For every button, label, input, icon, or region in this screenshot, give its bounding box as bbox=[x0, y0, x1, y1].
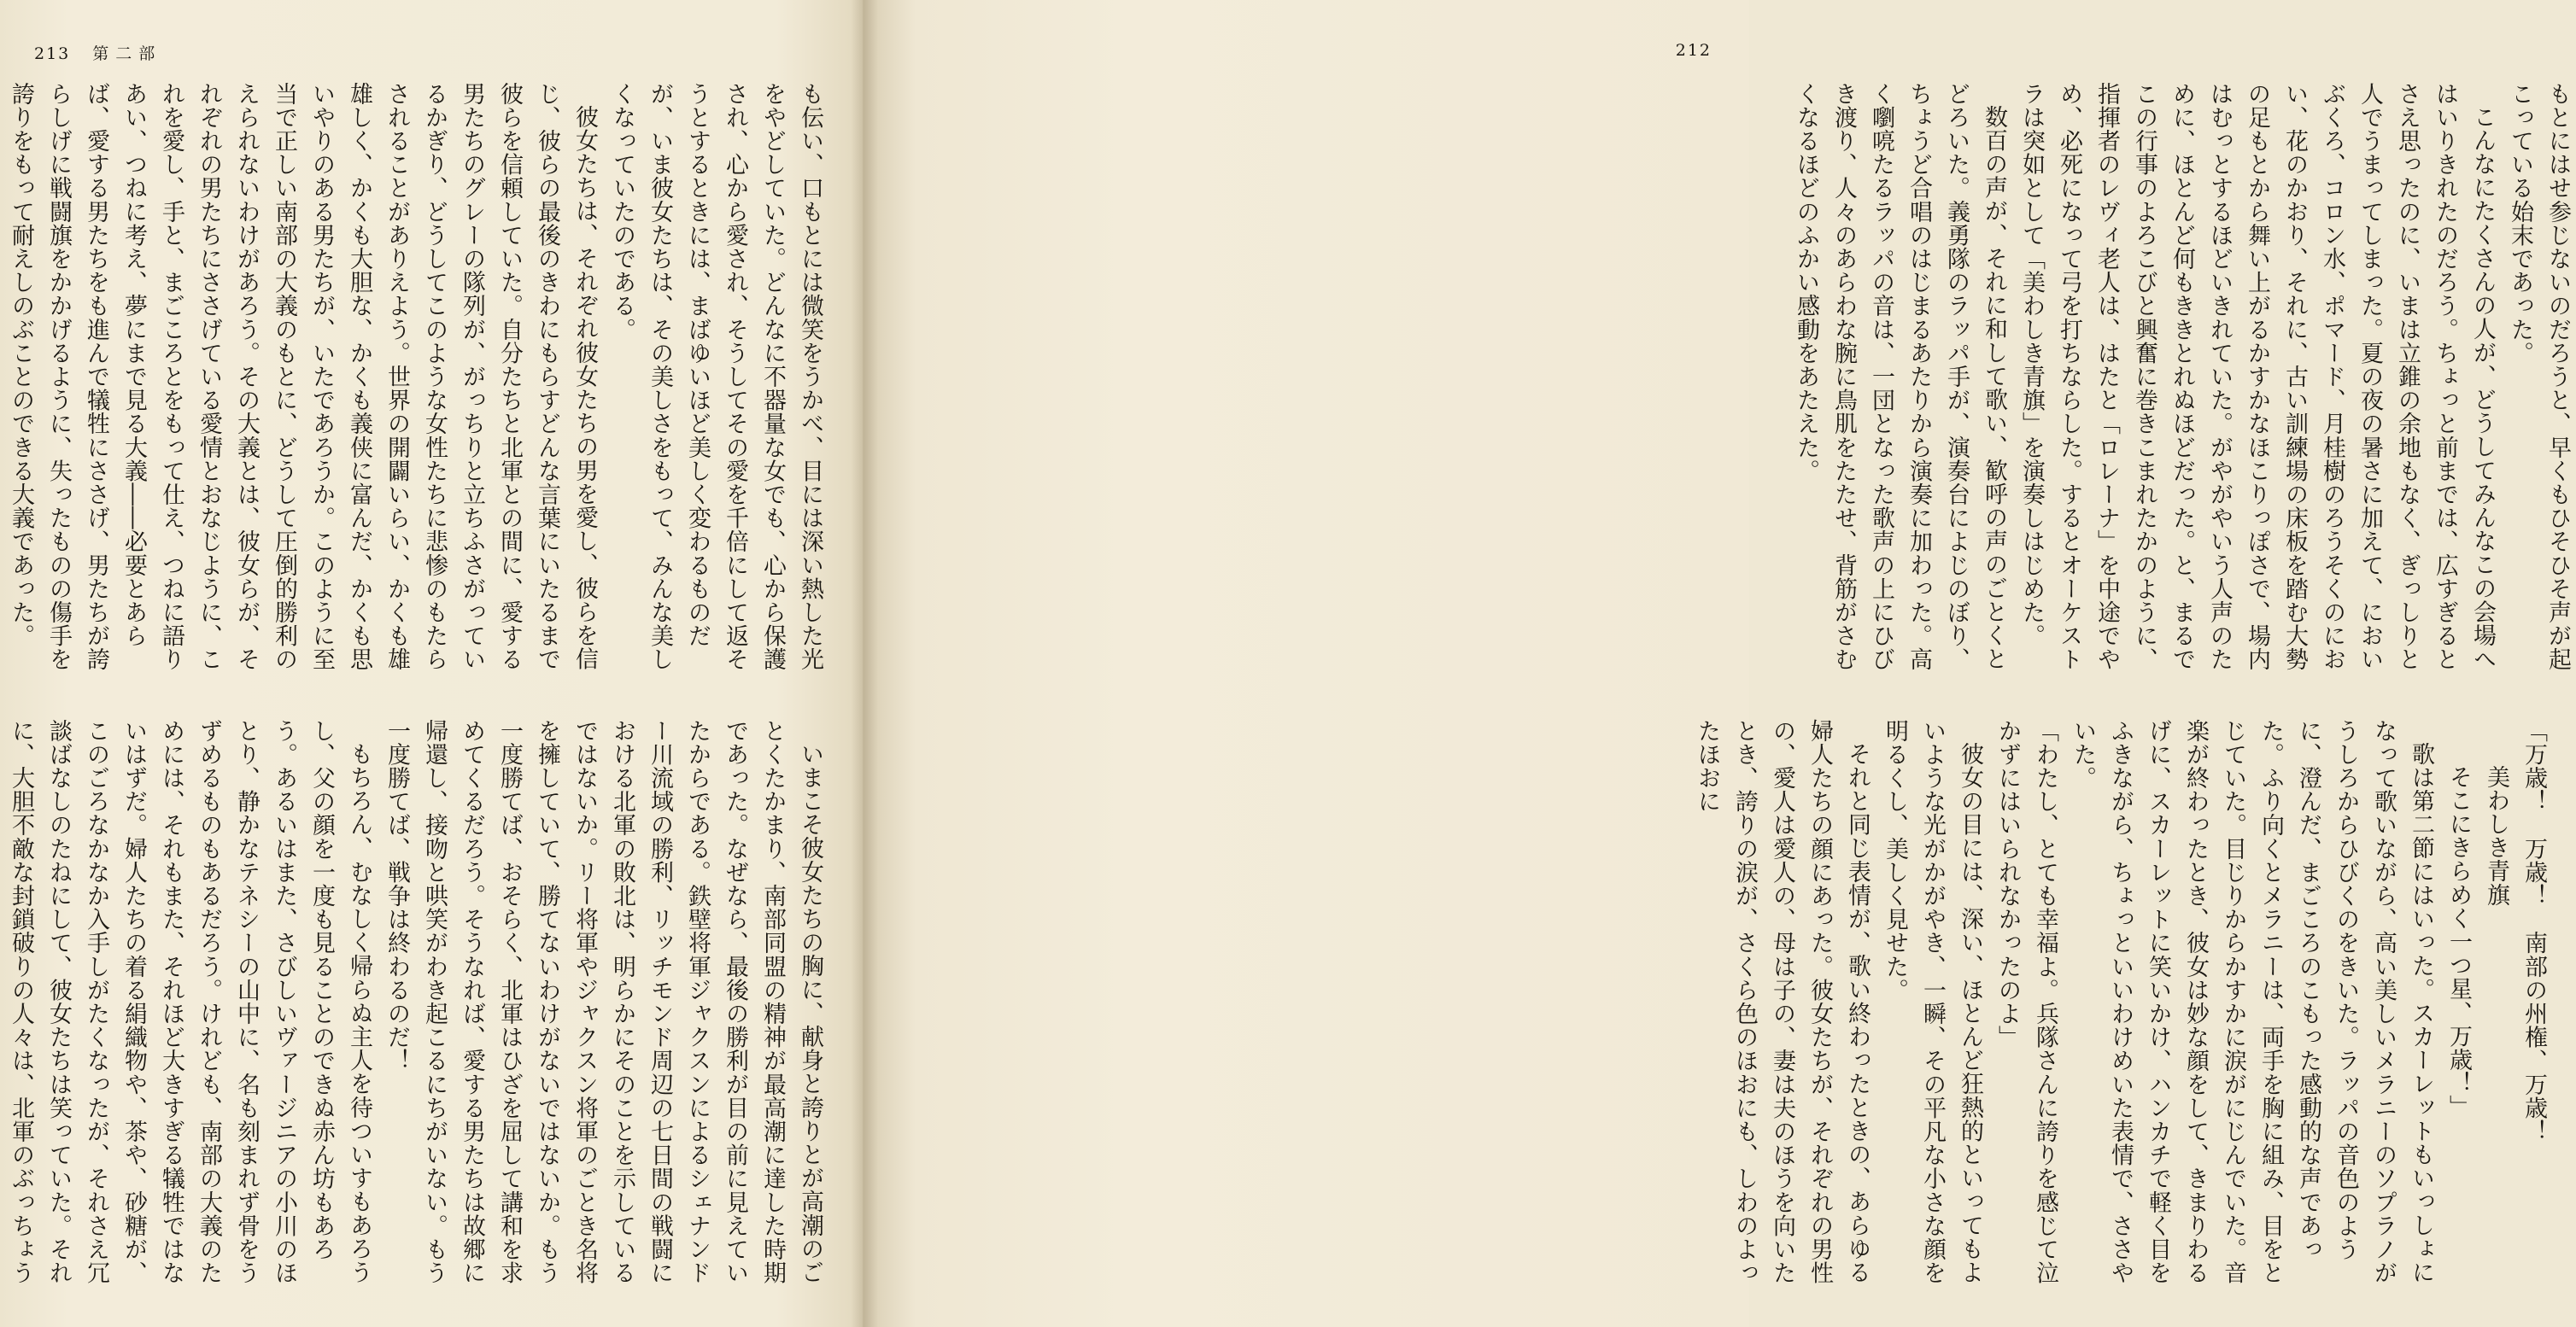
right-upper-text-block bbox=[1793, 82, 2576, 678]
paragraph: 彼女たちは、それぞれ彼女たちの男を愛し、彼らを信じ、彼らの最後のきわにもらすどんな言葉にいたるまで彼らを信頼していた。自分たちと北軍との間に、愛する男たちのグレーの隊列が、がっちりと立ちふさがっているかぎり、どうしてこのような女性たちに悲惨のもたらされることがありえよう。世界の開闢いらい、かくも雄雄しく、かくも大胆な、かくも義侠に富んだ、かくも思いやりのある男たちが、いたであろうか。このように至当で正しい南部の大義のもとに、どうして圧倒的勝利のえられないわけがあろう。その大義とは、彼女らが、それぞれの男たちにささげている愛情とおなじように、これを愛し、手と、まごころとをもって仕え、つねに語りあい、つねに考え、夢にまで見る大義――必要とあらば、愛する男たちをも進んで犠牲にささげ、男たちが誇らしげに戦闘旗をかかげるように、失ったものの傷手を誇りをもって耐えしのぶことのできる大義であった。 bbox=[8, 82, 598, 671]
book-gutter bbox=[851, 0, 878, 1327]
paragraph: こんなにたくさんの人が、どうしてみんなこの会場へはいりきれたのだろう。ちょっと前までは、広すぎるとさえ思ったのに、いまは立錐の余地もなく、ぎっしりと人でうまってしまった。夏の夜の暑さに加えて、においぶくろ、コロン水、ポマード、月桂樹のろうそくのにおい、花のかおり、それに、古い訓練場の床板を踏む大勢の足もとから舞い上がるかすかなほこりっぽさで、場内はむっとするほどいきれていた。がやがやいう人声のために、ほとんど何もききとれぬほどだった。と、まるでこの行事のよろこびと興奮に巻きこまれたかのように、指揮者のレヴィ老人は、はたと「ロレーナ」を中途でやめ、必死になって弓を打ちならした。するとオーケストラは突如として「美わしき青旗」を演奏しはじめた。 bbox=[2018, 82, 2496, 671]
paragraph: も伝い、口もとには微笑をうかべ、目には深い熱した光をやどしていた。どんなに不器量な女でも、心から保護され、心から愛され、そうしてその愛を千倍にして返そうとするときには、まばゆいほど美しく変わるものだが、いま彼女たちは、その美しさをもって、みんな美しくなっていたのである。 bbox=[609, 82, 823, 671]
left-page-number: 213 bbox=[34, 44, 71, 63]
right-page bbox=[863, 0, 2571, 1327]
song-lyric-line: 「万歳！ 万歳！ 南部の州権、万歳！ bbox=[2520, 719, 2547, 1143]
paragraph: もとにはせ参じないのだろうと、早くもひそひそ声が起こっている始末であった。 bbox=[2507, 82, 2571, 671]
song-lyric-line: 美わしき青旗 bbox=[2483, 765, 2509, 907]
left-running-head bbox=[34, 41, 161, 64]
section-title: 第二部 bbox=[92, 44, 162, 63]
song-lyric-line: そこにきらめく一つ星、万歳！」 bbox=[2445, 765, 2472, 1119]
paragraph: いまこそ彼女たちの胸に、献身と誇りとが高潮のごとくたかまり、南部同盟の精神が最高潮に達した時期であった。なぜなら、最後の勝利が目の前に見えていたからである。鉄壁将軍ジャクスンによるシェナンドー川流域の勝利、リッチモンド周辺の七日間の戦闘における北軍の敗北は、明らかにそのことを示しているではないか。リー将軍やジャクスン将軍のごとき名将を擁していて、勝てないわけがないではないか。もう一度勝てば、おそらく、北軍はひざを屈して講和を求めてくるだろう。そうなれば、愛する男たちは故郷に帰還し、接吻と哄笑がわき起こるにちがいない。もう一度勝てば、戦争は終わるのだ！ bbox=[383, 719, 823, 1285]
paragraph: 数百の声が、それに和して歌い、歓呼の声のごとくとどろいた。義勇隊のラッパ手が、演奏台によじのぼり、ちょうど合唱のはじまるあたりから演奏に加わった。高く嚠喨たるラッパの音は、一団となった歌声の上にひびき渡り、人々のあらわな腕に鳥肌をたたせ、背筋がさむくなるほどのふかい感動をあたえた。 bbox=[1793, 82, 2007, 671]
paragraph: それと同じ表情が、歌い終わったときの、あらゆる婦人たちの顔にあった。彼女たちが、それぞれの男性の、愛人は愛人の、母は子の、妻は夫のほうを向いたとき、誇りの涙が、さくら色のほおにも、しわのよったほおに bbox=[1694, 719, 1871, 1285]
paragraph: もちろん、むなしく帰らぬ主人を待ついすもあろうし、父の顔を一度も見ることのできぬ赤ん坊もあろう。あるいはまた、さびしいヴァージニアの小川のほとり、静かなテネシーの山中に、名も刻まれず骨をうずめるものもあるだろう。けれども、南部の大義のためには、それもまた、それほど大きすぎる犠牲ではないはずだ。婦人たちの着る絹織物や、茶や、砂糖が、このごろなかなか入手しがたくなったが、それさえ冗談ばなしのたねにして、彼女たちは笑っていた。それに、大胆不敵な封鎖破りの人々は、北軍のぶっちょう bbox=[8, 719, 372, 1285]
paragraph: 彼女の目には、深い、ほとんど狂熱的といってもよいような光がかがやき、一瞬、その平凡な小さな顔を明るくし、美しく見せた。 bbox=[1882, 719, 1983, 1285]
dialogue-paragraph: 「わたし、とても幸福よ。兵隊さんに誇りを感じて泣かずにはいられなかったのよ」 bbox=[1994, 719, 2058, 1285]
paragraph: 歌は第二節にはいった。スカーレットもいっしょになって歌いながら、高い美しいメラニーのソプラノがうしろからひびくのをきいた。ラッパの音色のように、澄んだ、まごころのこもった感動的な声であった。ふり向くとメラニーは、両手を胸に組み、目をとじていた。目じりからかすかに涙がにじんでいた。音楽が終わったとき、彼女は妙な顔をして、きまりわるげに、スカーレットに笑いかけ、ハンカチで軽く目をふきながら、ちょっといいわけめいた表情で、ささやいた。 bbox=[2070, 719, 2434, 1285]
left-page bbox=[0, 0, 863, 1327]
right-page-number: 212 bbox=[1675, 41, 1712, 60]
left-lower-text-block bbox=[8, 719, 828, 1293]
right-running-head bbox=[1676, 41, 1712, 60]
right-lower-text-block bbox=[1694, 719, 2552, 1293]
left-upper-text-block bbox=[8, 82, 828, 678]
